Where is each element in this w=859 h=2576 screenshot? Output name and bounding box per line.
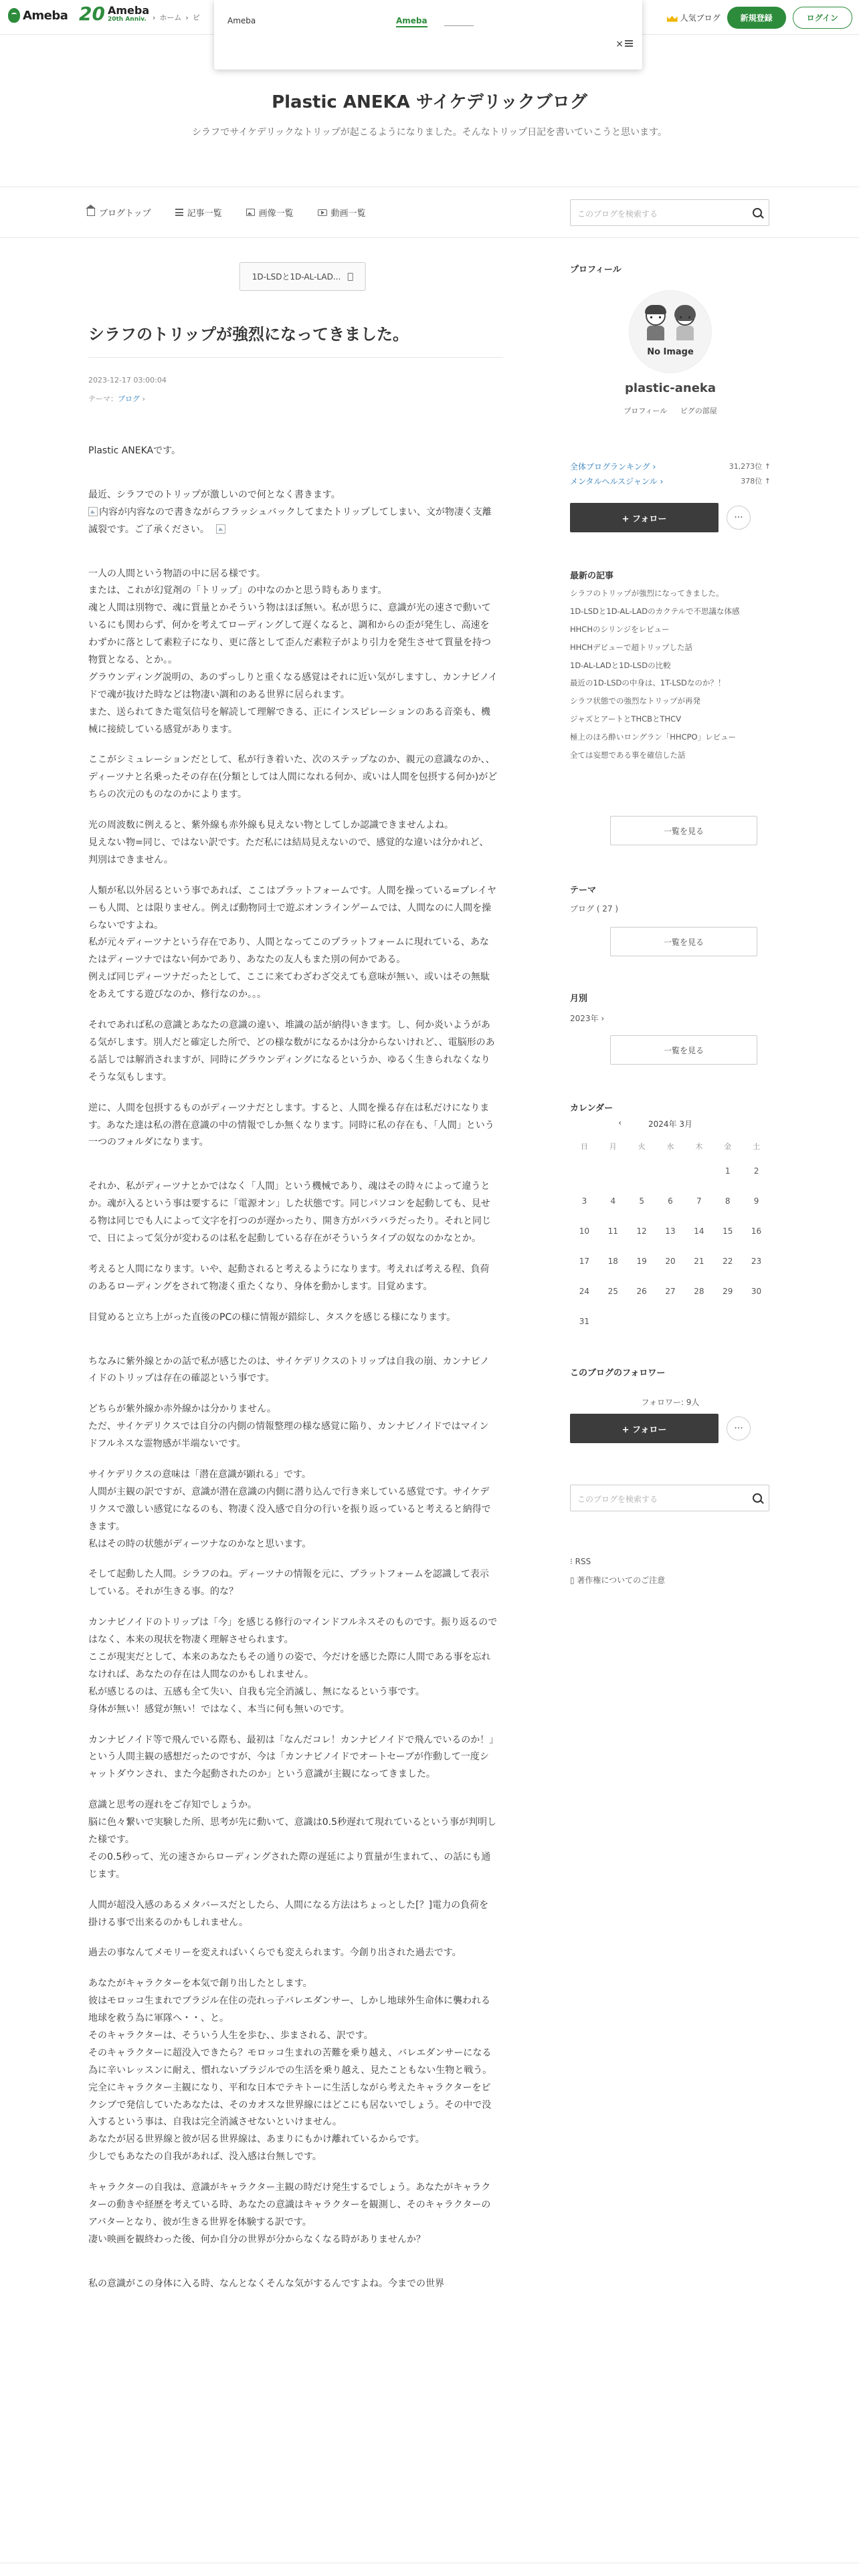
calendar-day[interactable]: 23 (751, 1256, 762, 1266)
chevron-right-icon: › (185, 13, 189, 22)
ranking-label: 全体ブログランキング › (570, 461, 656, 471)
profile-name[interactable]: plastic-aneka (624, 381, 717, 395)
rss-icon: ⁝ (570, 1557, 575, 1566)
popup-input-line[interactable] (444, 25, 474, 26)
nav-label: 動画一覧 (330, 209, 366, 219)
popup-left-label: Ameba (227, 16, 256, 25)
follow-row (570, 1414, 771, 1443)
calendar-day[interactable]: 15 (723, 1226, 733, 1236)
follow-button[interactable]: + フォロー (570, 1414, 719, 1443)
avatar-boy-icon (643, 306, 668, 338)
nav-article-list[interactable] (175, 206, 222, 219)
calendar-day[interactable]: 12 (636, 1226, 647, 1236)
avatar[interactable] (629, 290, 712, 373)
paragraph: 逆に、人間を包摂するものがディーツナだとします。すると、人間を操る存在は私だけになります。あなた達は私の潜在意識の中の情報でしか無くなります。同時に私の存在も、「人間」という一つのフォルダになります。 (88, 1102, 494, 1148)
calendar-day[interactable]: 9 (753, 1196, 759, 1206)
chevron-icon: › (598, 1014, 605, 1023)
ameba-logo[interactable] (8, 8, 68, 23)
calendar-day[interactable]: 10 (579, 1226, 590, 1236)
profile-heading: プロフィール (570, 265, 622, 275)
image-icon (246, 209, 255, 216)
followers-count[interactable]: フォロワー: 9人 (641, 1398, 700, 1407)
paragraph: カンナビノイド等で飛んでいる際も、最初は「なんだコレ！カンナビノイドで飛んでいるのか！」という人間主観の感想だったのですが、今は「カンナビノイドでオートセーブが作動して一度シャットダウンされ、また今起動されたのか」という意識が主観になってきました。 (88, 1734, 494, 1780)
list-item[interactable]: シラフ状態での強烈なトリップが再発 (570, 696, 701, 706)
list-item[interactable]: シラフのトリップが強烈になってきました。 (570, 588, 724, 598)
calendar-day[interactable]: 29 (723, 1286, 733, 1296)
article (88, 238, 503, 2565)
calendar-empty (599, 1306, 628, 1336)
search-icon[interactable] (753, 1493, 762, 1503)
calendar-next-icon: › (719, 1118, 723, 1128)
calendar-empty (656, 1156, 685, 1186)
paragraph: サイケデリクスの意味は「潜在意識が顕れる」です。 人間が主観の訳ですが、意識が潜在意識の内側に潜り込んで行き来している感覚です。サイケデリクスで激しい感覚になるのも、物凄く没入感で自分の行いを振り返っていると考えると納得できます。 私はその時の状態がディーツナなのかなと思います。 (88, 1469, 491, 1549)
calendar-month: 2024年 3月 (648, 1119, 692, 1129)
recent-articles-heading: 最新の記事 (570, 571, 614, 581)
calendar-empty (656, 1306, 685, 1336)
document-icon: ▯ (570, 1576, 577, 1585)
breadcrumb-item[interactable]: ビ (192, 13, 200, 22)
ameba-logo-text: Ameba (23, 8, 68, 23)
anniversary-title: Ameba (107, 3, 150, 17)
menu-icon[interactable] (625, 40, 633, 47)
paragraph: どちらが紫外線か赤外線かは分かりません。 ただ、サイケデリクスでは自分の内側の情報整理の様な感覚に陥り、カンナビノイドではマインドフルネスな霊物感が半端ないです。 (88, 1404, 489, 1450)
recent-articles-list (570, 587, 771, 767)
paragraph: 私の意識がこの身体に入る時、なんとなくそんな気がするんですよね。今までの世界 (88, 2278, 444, 2289)
calendar-empty (599, 1156, 628, 1186)
calendar-day[interactable]: 8 (725, 1196, 731, 1206)
nav-label: 記事一覧 (187, 209, 222, 219)
paragraph: 光の周波数に例えると、紫外線も赤外線も見えない物としてしか認識できませんよね。 見えない物=同じ、ではない訳です。ただ私には結局見えないので、感覚的な違いは分かれど、判別はできません。 (88, 820, 489, 865)
calendar-weekday: 土 (753, 1142, 761, 1151)
calendar-weekday: 水 (666, 1142, 674, 1151)
list-item[interactable]: 1D-LSDと1D-AL-LADのカクテルで不思議な体感 (570, 606, 740, 616)
pigg-room-link[interactable]: ピグの部屋 (680, 407, 717, 415)
chevron-right-icon: › (153, 13, 156, 22)
paragraph: ちなみに紫外線とかの話で私が感じたのは、サイケデリクスのトリップは自我の崩、カンナビノイドのトリップは存在の確認という事です。 (88, 1356, 490, 1384)
calendar-day[interactable]: 25 (607, 1286, 618, 1296)
calendar-day[interactable]: 2 (753, 1166, 759, 1176)
calendar-empty (684, 1156, 713, 1186)
paragraph: Plastic ANEKAです。 (88, 445, 181, 456)
calendar-day[interactable]: 18 (607, 1256, 618, 1266)
login-button[interactable]: ログイン (793, 7, 852, 29)
breadcrumb-home[interactable]: ホーム (159, 13, 182, 22)
ranking-label: メンタルヘルスジャンル › (570, 476, 664, 486)
calendar-header (570, 1118, 771, 1130)
blog-header (0, 70, 859, 187)
calendar-day[interactable]: 7 (696, 1196, 702, 1206)
avatar-girl-icon (672, 306, 698, 338)
list-item[interactable]: 最近の1D-LSDの中身は、1T-LSDなのか？！ (570, 678, 726, 688)
search-placeholder: このブログを検索する (577, 209, 658, 219)
search-popup (214, 0, 642, 70)
calendar-empty (628, 1156, 656, 1186)
ranking-row[interactable] (570, 459, 771, 473)
popular-blog-label: 人気ブログ (680, 13, 721, 23)
nav-label: 画像一覧 (258, 209, 294, 219)
calendar-empty (684, 1306, 713, 1336)
month-item[interactable]: 2023年 › (570, 1014, 605, 1023)
list-icon (175, 209, 183, 216)
followers-heading: このブログのフォロワー (570, 1368, 666, 1378)
search-icon[interactable] (753, 208, 762, 217)
calendar-grid (570, 1137, 771, 1336)
article-date: 2023-12-17 03:00:04 (88, 376, 167, 385)
calendar-weekday: 火 (638, 1142, 646, 1151)
calendar-day[interactable]: 13 (665, 1226, 676, 1236)
calendar-day[interactable]: 17 (579, 1256, 590, 1266)
calendar-day[interactable]: 24 (579, 1286, 590, 1296)
copyright-note-link[interactable]: ▯ 著作権についてのご注意 (570, 1576, 666, 1585)
ranking-value: 378位 ↑ (741, 477, 771, 486)
theme-item[interactable]: ブログ ( 27 ) (570, 904, 619, 914)
article-body (88, 443, 498, 2306)
calendar-day[interactable]: 1 (725, 1166, 731, 1176)
theme-see-all-button[interactable]: 一覧を見る (610, 927, 757, 956)
calendar-day[interactable]: 21 (694, 1256, 704, 1266)
calendar-day[interactable]: 4 (610, 1196, 616, 1206)
paragraph-text: 内容が内容なので書きながらフラッシュバックしてまたトリップしてしまい、文が物凄く支離滅裂です。ご了承ください。 (88, 506, 492, 535)
popular-blog-link[interactable] (667, 12, 721, 23)
close-icon[interactable]: × (615, 39, 624, 49)
ranking-value: 31,273位 ↑ (729, 462, 771, 471)
nav-video-list[interactable] (318, 206, 366, 219)
month-see-all-button[interactable]: 一覧を見る (610, 1035, 757, 1065)
calendar-day[interactable]: 22 (723, 1256, 733, 1266)
breadcrumb (153, 12, 200, 23)
monthly-heading: 月別 (570, 994, 588, 1004)
calendar-empty (713, 1306, 742, 1336)
theme-nav-button[interactable] (240, 262, 366, 291)
blog-title[interactable]: Plastic ANEKA サイケデリックブログ (272, 92, 587, 112)
calendar-day[interactable]: 20 (665, 1256, 676, 1266)
calendar-heading: カレンダー (570, 1103, 613, 1113)
paragraph: 最近、シラフでのトリップが激しいので何となく書きます。 (88, 489, 341, 500)
theme-link[interactable]: ブログ (118, 395, 140, 403)
theme-prefix: テーマ： (88, 395, 118, 403)
profile-links (570, 405, 771, 416)
calendar-weekday: 木 (695, 1142, 703, 1151)
sidebar-search-input[interactable] (570, 1485, 769, 1511)
calendar-day[interactable]: 30 (751, 1286, 762, 1296)
paragraph: カンナビノイドのトリップは「今」を感じる修行のマインドフルネスそのものです。振り返るのではなく、本来の現状を物凄く理解させられます。 ここが現実だとして、本来のあなたもその通りの姿で、今だけを感じた際に人間である事を忘れなければ、あなたの存在は人間なのかもしれません。 私が感じるのは、五感も全て失い、自我も完全消滅し、無になるという事です。 身体が無い！感覚が無い！ではなく、本当に何も無いのです。 (88, 1617, 498, 1715)
article-theme (88, 393, 145, 404)
paragraph: 一人の人間という物語の中に居る様です。 または、これが幻覚剤の「トリップ」の中なのかと思う時もあります。 魂と人間は別物で、魂に質量とかそういう物はほぼ無い。私が思うに、意識が光の速さで動いているにも関わらず、何かを考えてローディングして遅くなると、調和からの歪が発生し、高速をわずかに落として素粒子になり、更に落として歪んだ素粒子がより引力を発生させて質量を持つ物質となる、とか。。 グラウンディング説明の、あのずっしりと重くなる感覚はそれに近い気がしますし、カンナビノイドで魂が抜けた時などは物凄い調和のある世界に居られます。 また、送られてきた電気信号を解読して理解できる、正にインスピレーションのある音楽も、機械に接続している感覚があります。 (88, 568, 498, 735)
paragraph (88, 504, 498, 539)
anniversary-subtitle: 20th Anniv. (107, 15, 147, 23)
paragraph: 人間が超没入感のあるメタバースだとしたら、人間になる方法はちょっとした[？]電力の負荷を掛ける事で出来るのかもしれません。 (88, 1899, 489, 1928)
paragraph: ここがシミュレーションだとして、私が行き着いた、次のステップなのか、親元の意識なのか、、 ディーツナと名乗ったその存在(分類としては人間になれる何か、或いは人間を包摂する何か)がどちらの次元のものなのかによります。 (88, 754, 498, 800)
nav-image-list[interactable] (246, 206, 294, 219)
next-article-icon (347, 273, 353, 281)
rss-link[interactable]: ⁝ RSS (570, 1557, 591, 1566)
ameba-logo-icon (8, 8, 20, 23)
theme-heading: テーマ (570, 885, 597, 895)
calendar-day[interactable]: 5 (639, 1196, 644, 1206)
list-item[interactable]: HHCHのシリンジをレビュー (570, 624, 670, 634)
no-image-label: No Image (647, 347, 694, 357)
chevron-right-icon: › (140, 395, 145, 403)
bottom-bar (0, 2563, 859, 2576)
follow-row (570, 503, 771, 532)
calendar-day[interactable]: 3 (581, 1196, 587, 1206)
calendar-day[interactable]: 16 (751, 1226, 762, 1236)
article-title[interactable]: シラフのトリップが強烈になってきました。 (88, 324, 503, 358)
calendar-day[interactable]: 6 (668, 1196, 673, 1206)
anniversary-number: 20 (79, 3, 105, 25)
more-options-button[interactable]: ··· (727, 506, 751, 530)
ranking-row[interactable] (570, 473, 771, 488)
paragraph: 人類が私以外居るという事であれば、ここはプラットフォームです。人間を操っている=プレイヤーも人間、とは限りません。例えば動物同士で遊ぶオンラインゲームでは、人間なのに人間を操らないですよね。 私が元々ディーツナという存在であり、人間となってこのプラットフォームに現れている、あなたはディーツナではない何かであり、あなたの友人もまた別の何かである。 例えば同じディーツナだったとして、ここに来てわざわざ交えても意味が無い、或いはその無駄をあえてする遊びなのか、修行なのか。。。 (88, 885, 496, 1000)
calendar-day[interactable]: 26 (636, 1286, 647, 1296)
calendar-day[interactable]: 31 (579, 1316, 590, 1326)
paragraph: 目覚めると立ち上がった直後のPCの様に情報が錯綜し、タスクを感じる様になります。 (88, 1311, 456, 1323)
calendar-empty (570, 1156, 599, 1186)
popup-tab-ameba[interactable]: Ameba (396, 16, 427, 27)
calendar-day[interactable]: 28 (694, 1286, 704, 1296)
list-item[interactable]: ジャズとアートとTHCBとTHCV (570, 714, 682, 724)
video-icon (318, 209, 327, 216)
search-placeholder: このブログを検索する (577, 1495, 658, 1504)
nav-label: ブログトップ (99, 209, 151, 219)
crown-icon (667, 14, 678, 22)
calendar-day[interactable]: 11 (607, 1226, 618, 1236)
blog-search-input[interactable] (570, 199, 769, 226)
calendar-day[interactable]: 19 (636, 1256, 647, 1266)
calendar-day[interactable]: 27 (665, 1286, 676, 1296)
list-item[interactable]: 1D-AL-LADと1D-LSDの比較 (570, 660, 671, 670)
nav-blog-top[interactable] (87, 206, 151, 219)
theme-nav-label: 1D-LSDと1D-AL-LAD... (252, 272, 341, 282)
follow-button[interactable]: + フォロー (570, 503, 719, 532)
broken-image-icon (88, 507, 98, 516)
recent-see-all-button[interactable]: 一覧を見る (610, 816, 757, 845)
calendar-weekday: 金 (724, 1142, 732, 1151)
anniversary-logo[interactable] (79, 5, 149, 23)
list-item[interactable]: 極上のほろ酔いロングラン「HHCPO」レビュー (570, 732, 737, 742)
paragraph: それか、私がディーツナとかではなく「人間」という機械であり、魂はその時々によって違うとか。魂が入るという事は要するに「電源オン」した状態です。同じパソコンを起動しても、見せる物は同じでも人によって文字を打つのが遅かったり、開き方がバラバラだったり。それと同じで、日によって気分が変わるのは私を起動している存在がそういうタイプの奴なのかなとか。 (88, 1181, 491, 1244)
paragraph: キャラクターの自我は、意識がキャラクター主観の時だけ発生するでしょう。あなたがキャラクターの動きや経歴を考えている時、あなたの意識はキャラクターを観測し、そのキャラクターのアバターとなり、彼が生きる世界を体験する訳です。 凄い映画を観終わった後、何か自分の世界が分からなくなる時がありませんか？ (88, 2182, 491, 2245)
blog-description: シラフでサイケデリックなトリップが起こるようになりました。そんなトリップ日記を書いていこうと思います。 (191, 127, 668, 138)
paragraph: 過去の事なんてメモリーを変えればいくらでも変えられます。今創り出された過去です。 (88, 1947, 462, 1959)
broken-image-icon (216, 524, 225, 534)
list-item[interactable]: HHCHデビューで超トリップした話 (570, 642, 693, 652)
calendar-empty (742, 1306, 771, 1336)
ranking-list (570, 459, 771, 488)
list-item[interactable]: 全ては妄想である事を確信した話 (570, 750, 686, 760)
paragraph: 意識と思考の遅れをご存知でしょうか。 脳に色々繋いで実験した所、思考が先に動いて、意識は0.5秒遅れて現れているという事が判明した様です。 その0.5秒って、光の速さからローディングされた際の遅延により質量が生まれて、、の話にも通じます。 (88, 1800, 496, 1880)
calendar-prev-icon[interactable]: ‹ (618, 1118, 622, 1128)
paragraph: それであれば私の意識とあなたの意識の違い、堆識の話が納得いきます。し、何か炎いようがある気がします。別人だと確定した所で、どの様な数がになるかは分からないけれど、、電脳形のある話しでは解消されますが、同時にグラウンディングになるというか、ゆるく生きられなくなりそうな気もします。 (88, 1020, 495, 1083)
more-options-button[interactable]: ··· (727, 1416, 751, 1440)
calendar-day[interactable]: 14 (694, 1226, 704, 1236)
paragraph: あなたがキャラクターを本気で創り出したとします。 彼はモロッコ生まれでブラジル在住の売れっ子バレエダンサー、しかし地球外生命体に襲われる地球を救う為に軍隊へ・・、と。 そのキャラクターは、そういう人生を歩む、、歩まされる、訳です。 そのキャラクターに超没入できたら？モロッコ生まれの苦難を乗り越え、バレエダンサーになる為に辛いレッスンに耐え、慣れないブラジルでの生活を乗り越え、見たこともない生物と戦う。 完全にキャラクター主観になり、平和な日本でテキトーに生活しながら考えたキャラクターをピクシブで発信していたあなたは、そのカオスな世界線にはどこにも居ないでしょう。その中で没入するという事は、自我は完全消滅させないといけません。 あなたが居る世界線と彼が居る世界線は、あまりにもかけ離れているからです。 少しでもあなたの自我があれば、没入感は台無しです。 (88, 1978, 492, 2163)
paragraph: そして起動した人間。シラフのね。ディーツナの情報を元に、プラットフォームを認識して表示している。それが生きる事。的な？ (88, 1569, 489, 1598)
home-icon (87, 209, 95, 216)
blog-nav (0, 187, 859, 238)
calendar-empty (628, 1306, 656, 1336)
paragraph: 考えると人間になります。いや、起動されると考えるようになります。考えれば考える程、負荷のあるローディングをされて物凄く重たくなり、身体を動かします。目覚めます。 (88, 1263, 490, 1292)
calendar-weekday: 日 (580, 1142, 588, 1151)
profile-link[interactable]: プロフィール (624, 407, 668, 415)
signup-button[interactable]: 新規登録 (727, 7, 786, 29)
calendar-weekday: 月 (609, 1142, 617, 1151)
